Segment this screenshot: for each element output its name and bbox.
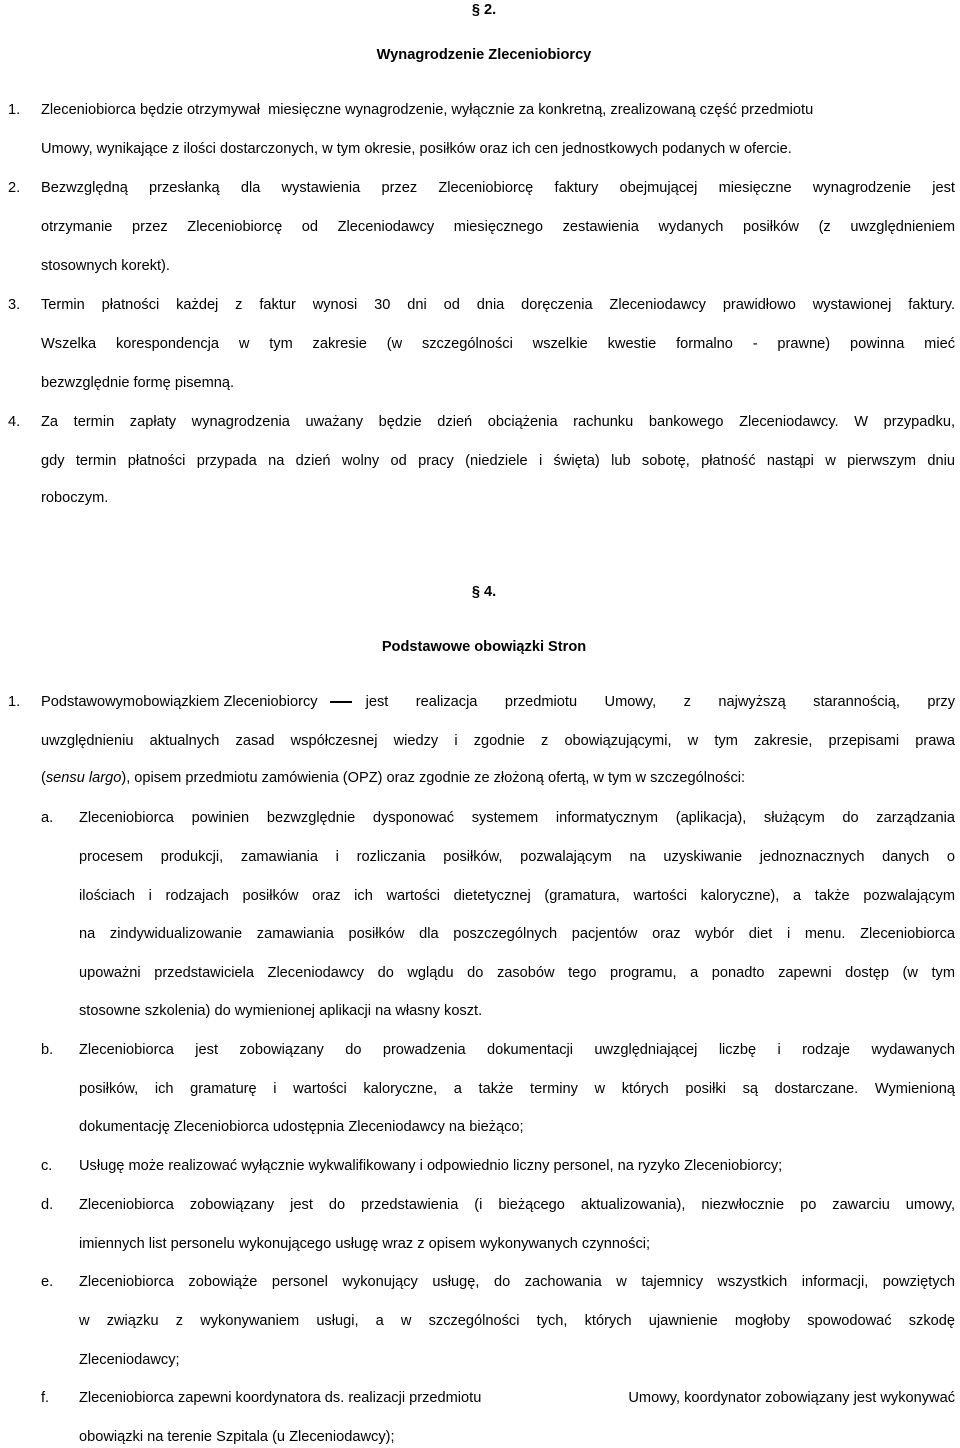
paragraph-line: uwzględnieniu aktualnych zasad współczesnej wiedzy i zgodnie z obowiązującymi, w tym zakresie, przepisami prawa xyxy=(41,733,955,749)
list-item-line: Zleceniobiorca zobowiązany jest do przedstawienia (i bieżącego aktualizowania), niezwłocznie po zawarciu umowy, xyxy=(79,1197,955,1213)
list-item-line: Zleceniodawcy; xyxy=(79,1352,180,1368)
paragraph-text: ( xyxy=(41,770,46,786)
section-number: § 2. xyxy=(471,2,497,18)
paragraph-text: ), opisem przedmiotu zamówienia (OPZ) oraz zgodnie ze złożoną ofertą, w tym w szczególności: xyxy=(121,770,746,786)
paragraph-text-group xyxy=(135,693,366,711)
italic-term: sensu largo xyxy=(45,770,122,786)
list-item-line: upoważni przedstawiciela Zleceniodawcy do wglądu do zasobów tego programu, a ponadto zapewni dostęp (w tym xyxy=(79,965,955,981)
list-item-line: Zleceniobiorca zobowiąże personel wykonujący usługę, do zachowania w tajemnicy wszystkich informacji, powziętych xyxy=(79,1274,955,1290)
paragraph-line: Za termin zapłaty wynagrodzenia uważany będzie dzień obciążenia rachunku bankowego Zleceniodawcy. W przypadku, xyxy=(41,414,955,430)
list-marker: f. xyxy=(41,1390,50,1406)
list-item-line: na zindywidualizowanie zamawiania posiłków dla poszczególnych pacjentów oraz wybór diet i menu. Zleceniobiorca xyxy=(79,926,955,942)
paragraph-number: 1. xyxy=(8,694,21,710)
paragraph-line xyxy=(41,101,955,119)
list-item-line: stosowne szkolenia) do wymienionej aplikacji na własny koszt. xyxy=(79,1003,483,1019)
paragraph-line: Umowy, wynikające z ilości dostarczonych, w tym okresie, posiłków oraz ich cen jednostkowych podanych w ofercie. xyxy=(41,141,792,157)
list-item-line: Zleceniobiorca powinien bezwzględnie dysponować systemem informatycznym (aplikacja), służącym do zarządzania xyxy=(79,810,955,826)
paragraph-line: Bezwzględną przesłanką dla wystawienia przez Zleceniobiorcę faktury obejmującej miesięczne wynagrodzenie jest xyxy=(41,180,955,196)
paragraph-line: bezwzględnie formę pisemną. xyxy=(41,375,235,391)
list-item-line: imiennych list personelu wykonującego usługę wraz z opisem wykonywanych czynności; xyxy=(79,1236,651,1252)
dash-divider xyxy=(330,701,352,703)
paragraph-line xyxy=(41,769,745,787)
list-item-line: posiłków, ich gramaturę i wartości kaloryczne, a także terminy w których posiłki są dostarczane. Wymienioną xyxy=(79,1081,955,1097)
paragraph-number: 4. xyxy=(8,414,21,430)
paragraph-text: Zleceniobiorca będzie otrzymywał miesięczne wynagrodzenie, wyłącznie za konkretną, zrealizowaną część przedmiotu xyxy=(41,102,814,118)
list-item-line: w związku z wykonywaniem usługi, a w szczególności tych, których ujawnienie mogłoby spowodować szkodę xyxy=(79,1313,955,1329)
paragraph-line xyxy=(41,693,955,711)
list-marker: e. xyxy=(41,1274,54,1290)
paragraph-line: roboczym. xyxy=(41,490,109,506)
list-item-line: Usługę może realizować wyłącznie wykwalifikowany i odpowiednio liczny personel, na ryzyko Zleceniobiorcy; xyxy=(79,1158,783,1174)
list-marker: b. xyxy=(41,1042,54,1058)
section-title: Podstawowe obowiązki Stron xyxy=(381,639,587,655)
list-marker: a. xyxy=(41,810,54,826)
paragraph-number: 1. xyxy=(8,102,21,118)
section-title: Wynagrodzenie Zleceniobiorcy xyxy=(376,47,592,63)
paragraph-text: Podstawowym xyxy=(41,694,136,710)
list-marker: d. xyxy=(41,1197,54,1213)
paragraph-text: obowiązkiem Zleceniobiorcy xyxy=(135,694,318,710)
list-item-text: Zleceniobiorca zapewni koordynatora ds. realizacji przedmiotu xyxy=(79,1390,482,1406)
paragraph-text: jest realizacja przedmiotu Umowy, z najwyższą starannością, przy xyxy=(365,694,955,710)
paragraph-number: 2. xyxy=(8,180,21,196)
list-marker: c. xyxy=(41,1158,53,1174)
list-item-line xyxy=(79,1389,955,1407)
paragraph-line: gdy termin płatności przypada na dzień wolny od pracy (niedziele i święta) lub sobotę, płatność nastąpi w pierwszym dniu xyxy=(41,453,955,469)
list-item-line: obowiązki na terenie Szpitala (u Zleceniodawcy); xyxy=(79,1429,395,1445)
paragraph-number: 3. xyxy=(8,297,21,313)
paragraph-line: Termin płatności każdej z faktur wynosi 30 dni od dnia doręczenia Zleceniodawcy prawidłowo wystawionej faktury. xyxy=(41,297,955,313)
list-item-line: procesem produkcji, zamawiania i rozliczania posiłków, pozwalającym na uzyskiwanie jednoznacznych danych o xyxy=(79,849,955,865)
list-item-line: Zleceniobiorca jest zobowiązany do prowadzenia dokumentacji uwzględniającej liczbę i rodzaje wydawanych xyxy=(79,1042,955,1058)
list-item-text: Umowy, koordynator zobowiązany jest wykonywać xyxy=(628,1390,955,1406)
paragraph-line: otrzymanie przez Zleceniobiorcę od Zleceniodawcy miesięcznego zestawienia wydanych posiłków (z uwzględnieniem xyxy=(41,219,955,235)
paragraph-line: Wszelka korespondencja w tym zakresie (w szczególności wszelkie kwestie formalno - prawne) powinna mieć xyxy=(41,336,955,352)
list-item-line: ilościach i rodzajach posiłków oraz ich wartości dietetycznej (gramatura, wartości kaloryczne), a także pozwalającym xyxy=(79,888,955,904)
section-number: § 4. xyxy=(471,584,497,600)
paragraph-line: stosownych korekt). xyxy=(41,258,170,274)
list-item-line: dokumentację Zleceniobiorca udostępnia Zleceniodawcy na bieżąco; xyxy=(79,1119,524,1135)
